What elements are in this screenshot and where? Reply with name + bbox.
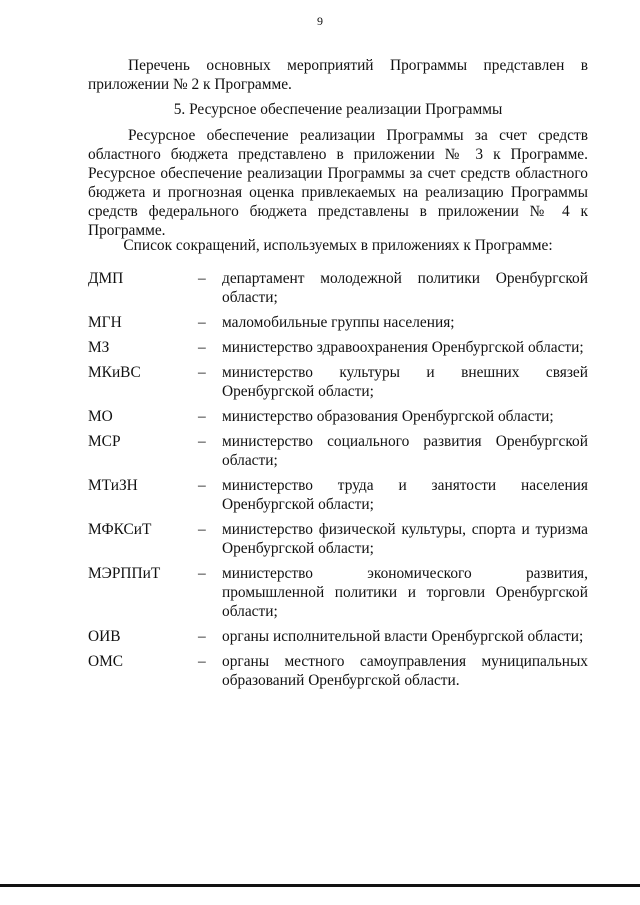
abbreviation-code: МКиВС — [88, 364, 141, 381]
abbreviation-row — [88, 407, 588, 426]
abbreviation-row — [88, 432, 588, 470]
abbreviation-code: МО — [88, 408, 113, 425]
abbreviation-row — [88, 269, 588, 307]
abbreviation-row — [88, 363, 588, 401]
abbreviation-row — [88, 564, 588, 621]
abbreviation-row — [88, 313, 588, 332]
abbreviation-description: министерство здравоохранения Оренбургской области; — [222, 339, 584, 356]
page-number: 9 — [317, 14, 323, 28]
abbreviation-code: МЭРППиТ — [88, 565, 161, 582]
abbreviation-code: МСР — [88, 433, 121, 450]
abbreviation-row — [88, 520, 588, 558]
abbreviation-dash: – — [198, 314, 206, 331]
abbreviation-code: МГН — [88, 314, 122, 331]
abbreviation-description: департамент молодежной политики Оренбургской области; — [222, 270, 588, 306]
abbreviation-dash: – — [198, 653, 206, 670]
abbreviation-row — [88, 476, 588, 514]
abbreviation-description: маломобильные группы населения; — [222, 314, 455, 331]
abbreviation-code: МЗ — [88, 339, 110, 356]
abbreviation-code: МФКСиТ — [88, 521, 152, 538]
abbreviation-dash: – — [198, 477, 206, 494]
abbreviation-dash: – — [198, 339, 206, 356]
abbreviation-description: министерство социального развития Оренбургской области; — [222, 433, 588, 469]
abbreviation-dash: – — [198, 628, 206, 645]
abbreviation-code: ОМС — [88, 653, 124, 670]
abbreviation-dash: – — [198, 408, 206, 425]
abbreviation-description: министерство экономического развития, промышленной политики и торговли Оренбургской области; — [222, 565, 588, 620]
abbreviations-list — [88, 269, 588, 696]
bottom-rule — [0, 884, 640, 887]
paragraph-resource-provision: Ресурсное обеспечение реализации Программы за счет средств областного бюджета представлено в приложении № 3 к Программе. Ресурсное обеспечение реализации Программы за счет средств областного бюджета и прогнозная оценка привлекаемых на реализацию Программы средств федерального бюджета представлены в приложении № 4 к Программе. — [88, 127, 588, 239]
abbreviation-dash: – — [198, 521, 206, 538]
abbreviation-description: министерство культуры и внешних связей Оренбургской области; — [222, 364, 588, 400]
abbreviation-code: ДМП — [88, 270, 124, 287]
abbreviation-row — [88, 652, 588, 690]
abbreviation-description: органы местного самоуправления муниципальных образований Оренбургской области. — [222, 653, 588, 689]
abbreviation-dash: – — [198, 433, 206, 450]
abbreviation-description: министерство физической культуры, спорта и туризма Оренбургской области; — [222, 521, 588, 557]
abbreviation-dash: – — [198, 565, 206, 582]
abbreviation-row — [88, 627, 588, 646]
abbreviation-dash: – — [198, 270, 206, 287]
paragraph-main-activities: Перечень основных мероприятий Программы представлен в приложении № 2 к Программе. — [88, 57, 588, 93]
abbreviation-dash: – — [198, 364, 206, 381]
abbreviation-description: органы исполнительной власти Оренбургской области; — [222, 628, 584, 645]
abbreviation-code: МТиЗН — [88, 477, 138, 494]
abbreviation-description: министерство образования Оренбургской области; — [222, 408, 554, 425]
abbreviation-row — [88, 338, 588, 357]
abbreviation-description: министерство труда и занятости населения Оренбургской области; — [222, 477, 588, 513]
abbreviation-code: ОИВ — [88, 628, 121, 645]
abbreviations-heading: Список сокращений, используемых в приложениях к Программе: — [123, 237, 553, 254]
section-heading: 5. Ресурсное обеспечение реализации Программы — [173, 101, 503, 118]
